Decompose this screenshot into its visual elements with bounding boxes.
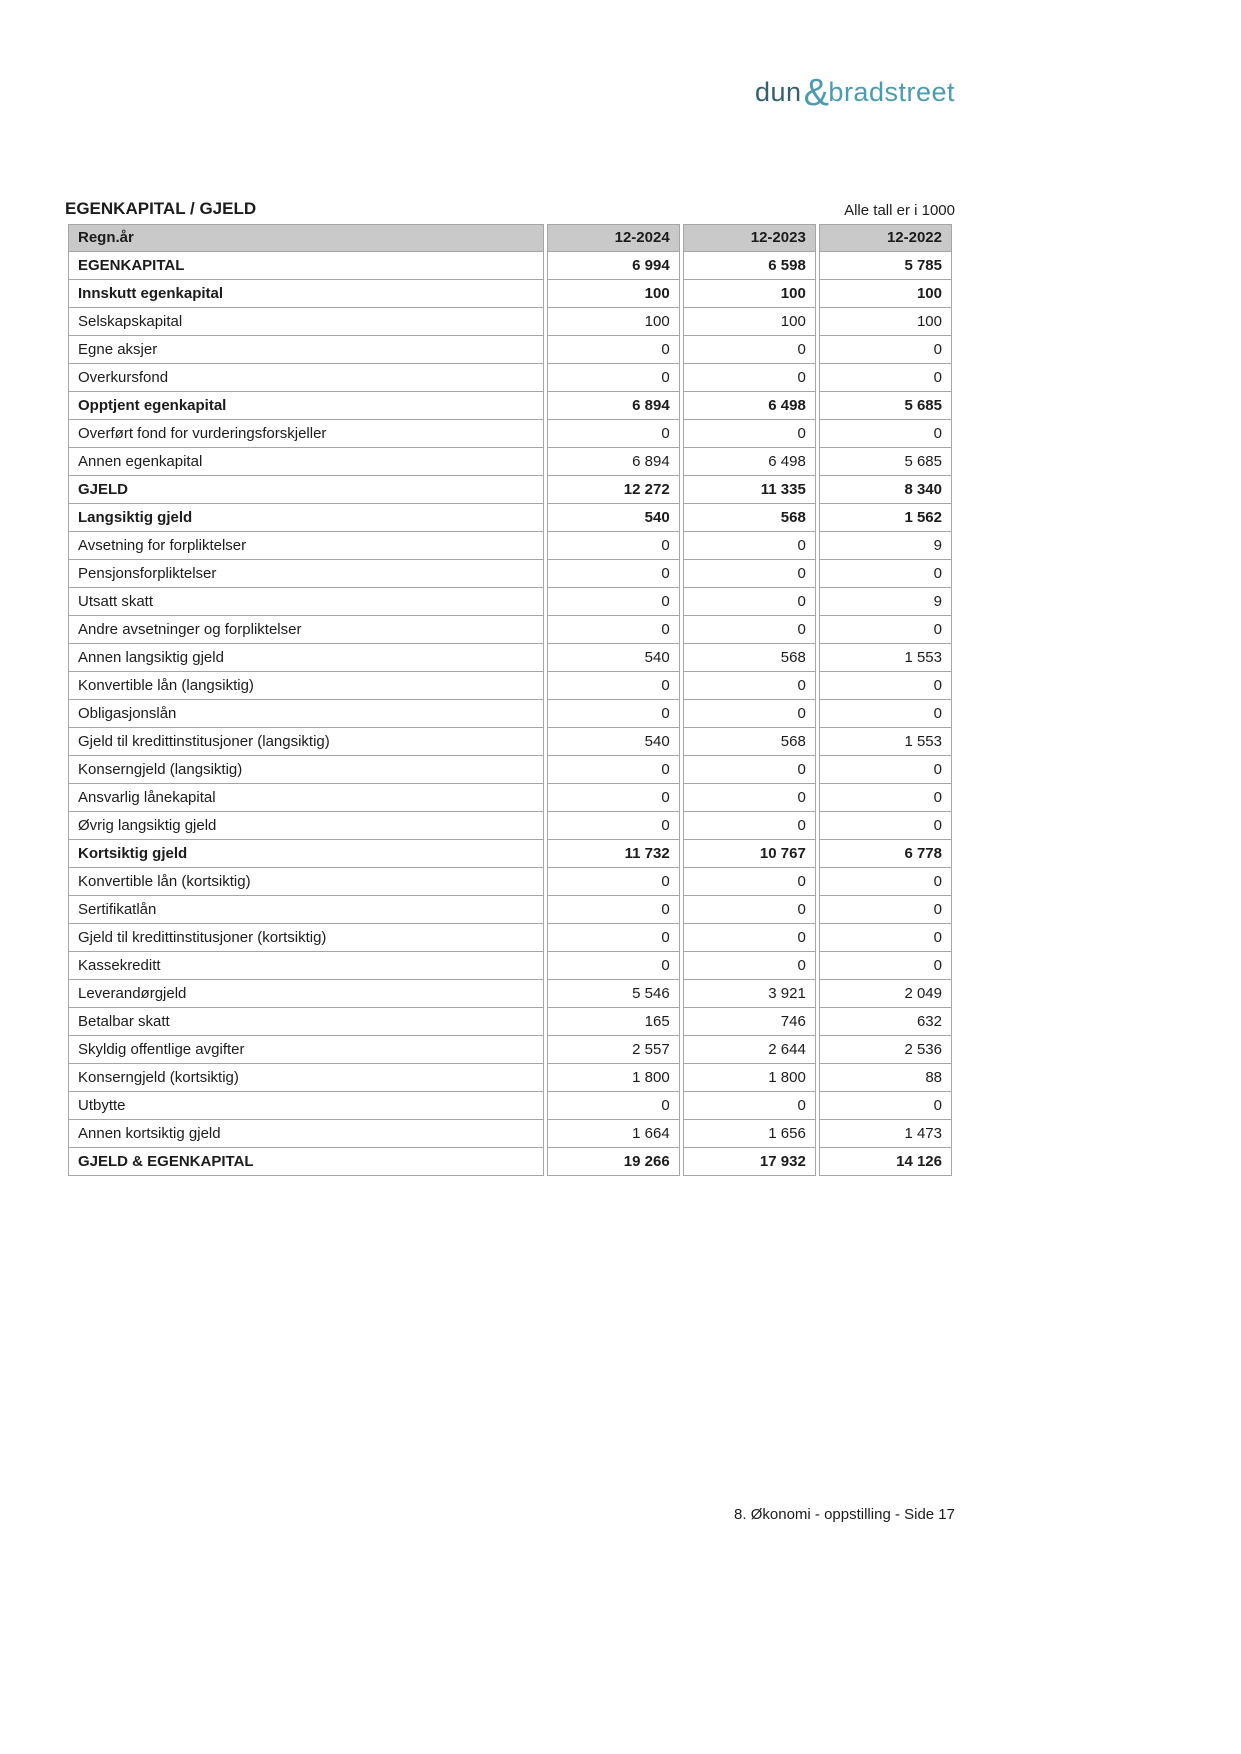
- row-value: 6 498: [683, 448, 816, 476]
- row-value: 1 664: [547, 1120, 680, 1148]
- row-value: 6 894: [547, 448, 680, 476]
- row-value: 0: [547, 616, 680, 644]
- row-value: 0: [547, 588, 680, 616]
- row-label: Utbytte: [68, 1092, 544, 1120]
- row-label: Annen egenkapital: [68, 448, 544, 476]
- row-value: 632: [819, 1008, 952, 1036]
- table-row: [68, 756, 952, 784]
- row-value: 0: [547, 560, 680, 588]
- row-value: 0: [683, 364, 816, 392]
- table-row: [68, 868, 952, 896]
- row-value: 0: [819, 784, 952, 812]
- row-label: Kortsiktig gjeld: [68, 840, 544, 868]
- row-value: 0: [683, 672, 816, 700]
- logo-text-dun: dun: [755, 77, 802, 107]
- table-row: [68, 588, 952, 616]
- row-value: 0: [819, 1092, 952, 1120]
- row-value: 165: [547, 1008, 680, 1036]
- table-row: [68, 532, 952, 560]
- table-row: [68, 420, 952, 448]
- row-value: 0: [683, 700, 816, 728]
- row-label: Overført fond for vurderingsforskjeller: [68, 420, 544, 448]
- table-row: [68, 700, 952, 728]
- table-row: [68, 840, 952, 868]
- row-value: 0: [819, 756, 952, 784]
- row-value: 0: [683, 868, 816, 896]
- row-value: 1 800: [547, 1064, 680, 1092]
- row-value: 0: [819, 952, 952, 980]
- row-value: 0: [683, 532, 816, 560]
- row-label: Obligasjonslån: [68, 700, 544, 728]
- row-value: 1 800: [683, 1064, 816, 1092]
- column-header-12-2023: 12-2023: [683, 224, 816, 252]
- table-row: [68, 392, 952, 420]
- table-row: [68, 504, 952, 532]
- row-label: Konserngjeld (langsiktig): [68, 756, 544, 784]
- row-value: 568: [683, 644, 816, 672]
- section-header: [65, 199, 955, 219]
- row-value: 8 340: [819, 476, 952, 504]
- row-label: Betalbar skatt: [68, 1008, 544, 1036]
- row-value: 0: [547, 784, 680, 812]
- balance-sheet-table: [65, 224, 955, 1176]
- row-value: 0: [547, 420, 680, 448]
- row-value: 5 685: [819, 448, 952, 476]
- row-value: 6 498: [683, 392, 816, 420]
- row-value: 0: [819, 560, 952, 588]
- row-value: 0: [547, 672, 680, 700]
- row-value: 0: [547, 756, 680, 784]
- table-row: [68, 980, 952, 1008]
- table-row: [68, 1008, 952, 1036]
- row-value: 6 598: [683, 252, 816, 280]
- table-row: [68, 616, 952, 644]
- row-value: 14 126: [819, 1148, 952, 1176]
- row-value: 6 894: [547, 392, 680, 420]
- row-label: Skyldig offentlige avgifter: [68, 1036, 544, 1064]
- table-row: [68, 448, 952, 476]
- row-value: 11 335: [683, 476, 816, 504]
- row-value: 746: [683, 1008, 816, 1036]
- row-label: Innskutt egenkapital: [68, 280, 544, 308]
- row-value: 5 785: [819, 252, 952, 280]
- table-row: [68, 336, 952, 364]
- row-label: Konvertible lån (kortsiktig): [68, 868, 544, 896]
- row-value: 0: [819, 812, 952, 840]
- table-row: [68, 1064, 952, 1092]
- row-value: 0: [547, 952, 680, 980]
- dun-and-bradstreet-logo: [65, 72, 955, 113]
- row-value: 0: [819, 896, 952, 924]
- row-value: 19 266: [547, 1148, 680, 1176]
- row-value: 0: [547, 896, 680, 924]
- table-row: [68, 252, 952, 280]
- row-value: 0: [683, 952, 816, 980]
- units-note: Alle tall er i 1000: [844, 202, 955, 219]
- row-value: 0: [547, 532, 680, 560]
- table-header-row: [68, 224, 952, 252]
- column-header-12-2022: 12-2022: [819, 224, 952, 252]
- row-value: 0: [819, 868, 952, 896]
- row-label: GJELD: [68, 476, 544, 504]
- row-value: 0: [547, 700, 680, 728]
- table-row: [68, 476, 952, 504]
- row-value: 0: [819, 672, 952, 700]
- column-header-regnar: Regn.år: [68, 224, 544, 252]
- row-value: 0: [683, 1092, 816, 1120]
- table-row: [68, 924, 952, 952]
- row-label: Avsetning for forpliktelser: [68, 532, 544, 560]
- row-label: Annen langsiktig gjeld: [68, 644, 544, 672]
- logo-text-bradstreet: bradstreet: [828, 77, 955, 107]
- row-value: 540: [547, 504, 680, 532]
- row-value: 0: [547, 924, 680, 952]
- row-value: 100: [819, 280, 952, 308]
- row-value: 1 553: [819, 644, 952, 672]
- row-value: 1 656: [683, 1120, 816, 1148]
- page-footer: 8. Økonomi - oppstilling - Side 17: [734, 1506, 955, 1523]
- row-value: 0: [683, 784, 816, 812]
- row-label: Annen kortsiktig gjeld: [68, 1120, 544, 1148]
- row-value: 0: [547, 1092, 680, 1120]
- row-value: 5 685: [819, 392, 952, 420]
- row-value: 1 562: [819, 504, 952, 532]
- row-value: 2 557: [547, 1036, 680, 1064]
- row-value: 0: [683, 756, 816, 784]
- table-row: [68, 560, 952, 588]
- row-value: 0: [683, 812, 816, 840]
- row-label: Gjeld til kredittinstitusjoner (kortsiktig): [68, 924, 544, 952]
- row-value: 1 553: [819, 728, 952, 756]
- row-value: 568: [683, 504, 816, 532]
- row-value: 100: [683, 308, 816, 336]
- table-row: [68, 672, 952, 700]
- row-label: Sertifikatlån: [68, 896, 544, 924]
- row-value: 11 732: [547, 840, 680, 868]
- table-row: [68, 364, 952, 392]
- row-value: 540: [547, 728, 680, 756]
- table-row: [68, 784, 952, 812]
- row-value: 0: [683, 616, 816, 644]
- row-value: 0: [547, 364, 680, 392]
- row-value: 0: [683, 420, 816, 448]
- table-row: [68, 308, 952, 336]
- row-label: Langsiktig gjeld: [68, 504, 544, 532]
- row-label: Opptjent egenkapital: [68, 392, 544, 420]
- row-value: 2 644: [683, 1036, 816, 1064]
- row-value: 0: [819, 336, 952, 364]
- row-label: Leverandørgjeld: [68, 980, 544, 1008]
- row-value: 9: [819, 588, 952, 616]
- row-label: Konserngjeld (kortsiktig): [68, 1064, 544, 1092]
- row-label: Ansvarlig lånekapital: [68, 784, 544, 812]
- row-value: 100: [547, 280, 680, 308]
- row-value: 0: [683, 588, 816, 616]
- row-value: 0: [819, 924, 952, 952]
- row-value: 6 994: [547, 252, 680, 280]
- row-value: 6 778: [819, 840, 952, 868]
- table-row: [68, 896, 952, 924]
- row-value: 1 473: [819, 1120, 952, 1148]
- table-row: [68, 1120, 952, 1148]
- table-row: [68, 952, 952, 980]
- row-label: Overkursfond: [68, 364, 544, 392]
- row-value: 17 932: [683, 1148, 816, 1176]
- row-value: 0: [683, 896, 816, 924]
- row-value: 2 049: [819, 980, 952, 1008]
- row-label: Kassekreditt: [68, 952, 544, 980]
- row-value: 100: [819, 308, 952, 336]
- table-row: [68, 728, 952, 756]
- row-label: Konvertible lån (langsiktig): [68, 672, 544, 700]
- row-value: 0: [683, 924, 816, 952]
- row-value: 2 536: [819, 1036, 952, 1064]
- page-title: EGENKAPITAL / GJELD: [65, 199, 257, 218]
- row-value: 0: [547, 812, 680, 840]
- row-value: 10 767: [683, 840, 816, 868]
- row-value: 0: [547, 868, 680, 896]
- row-label: EGENKAPITAL: [68, 252, 544, 280]
- row-label: Egne aksjer: [68, 336, 544, 364]
- logo-ampersand-icon: &: [803, 72, 830, 114]
- row-value: 568: [683, 728, 816, 756]
- row-value: 0: [547, 336, 680, 364]
- row-value: 100: [683, 280, 816, 308]
- table-row: [68, 1148, 952, 1176]
- row-value: 12 272: [547, 476, 680, 504]
- row-value: 0: [819, 364, 952, 392]
- row-value: 100: [547, 308, 680, 336]
- row-label: Selskapskapital: [68, 308, 544, 336]
- row-label: Andre avsetninger og forpliktelser: [68, 616, 544, 644]
- row-value: 0: [819, 420, 952, 448]
- row-value: 540: [547, 644, 680, 672]
- row-value: 0: [683, 336, 816, 364]
- table-body: [68, 252, 952, 1176]
- table-row: [68, 644, 952, 672]
- row-label: Øvrig langsiktig gjeld: [68, 812, 544, 840]
- row-value: 0: [819, 700, 952, 728]
- table-row: [68, 812, 952, 840]
- table-row: [68, 280, 952, 308]
- row-value: 9: [819, 532, 952, 560]
- page-content: [65, 0, 955, 1176]
- row-value: 5 546: [547, 980, 680, 1008]
- row-value: 0: [683, 560, 816, 588]
- row-value: 3 921: [683, 980, 816, 1008]
- row-value: 88: [819, 1064, 952, 1092]
- row-value: 0: [819, 616, 952, 644]
- column-header-12-2024: 12-2024: [547, 224, 680, 252]
- row-label: Utsatt skatt: [68, 588, 544, 616]
- table-row: [68, 1036, 952, 1064]
- row-label: Pensjonsforpliktelser: [68, 560, 544, 588]
- row-label: Gjeld til kredittinstitusjoner (langsiktig): [68, 728, 544, 756]
- row-label: GJELD & EGENKAPITAL: [68, 1148, 544, 1176]
- table-row: [68, 1092, 952, 1120]
